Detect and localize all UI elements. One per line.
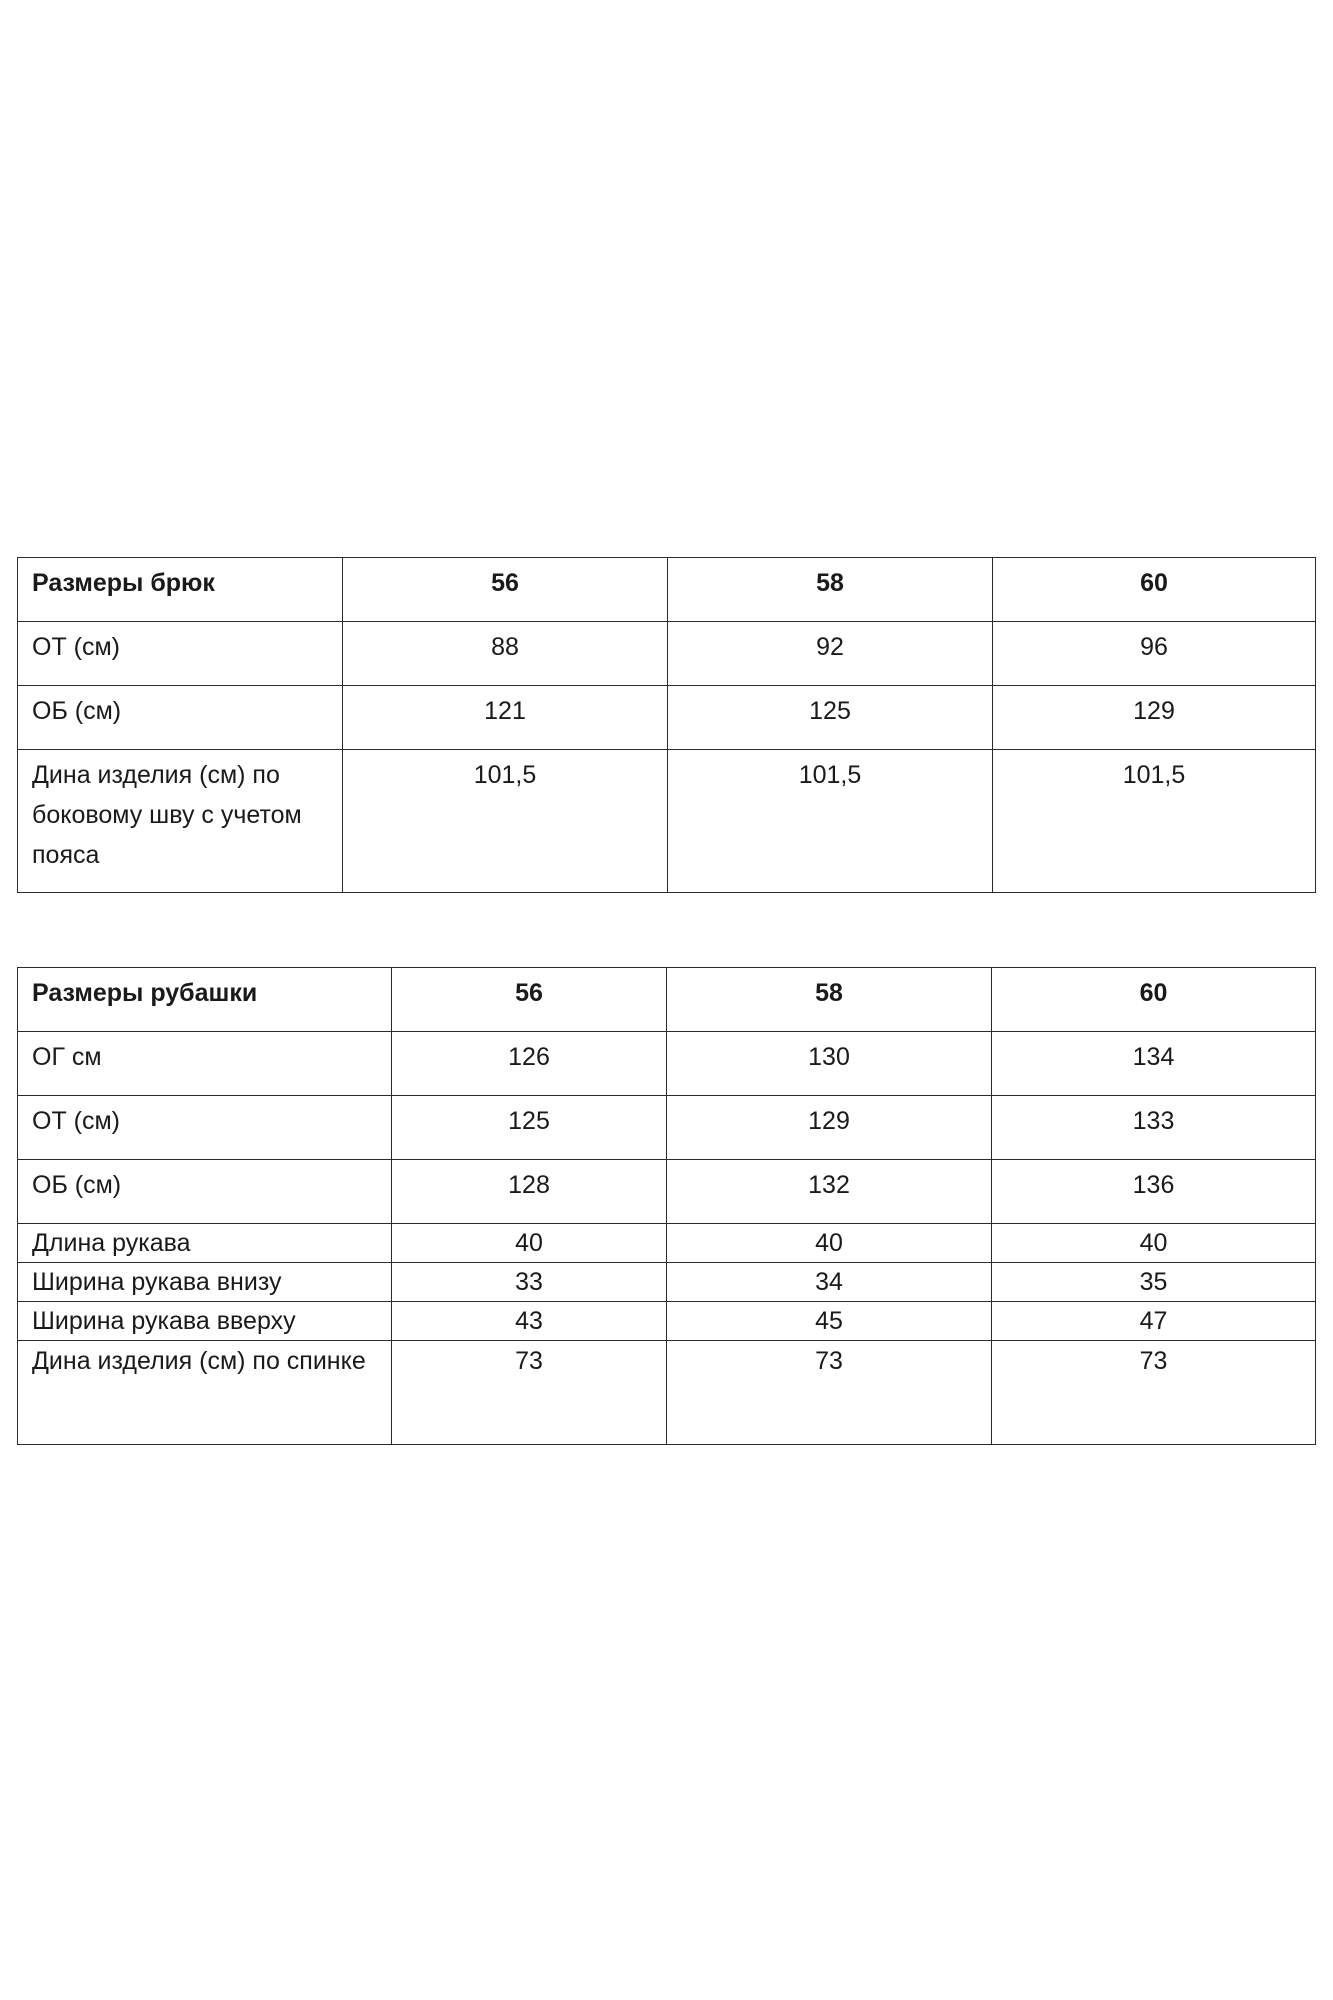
header-cell-label: Размеры брюк — [18, 558, 343, 622]
cell-value: 125 — [668, 686, 993, 750]
row-label: ОГ см — [18, 1032, 392, 1096]
cell-value: 101,5 — [343, 750, 668, 893]
header-cell-size-58: 58 — [667, 968, 992, 1032]
cell-value: 73 — [392, 1341, 667, 1445]
row-label: ОБ (см) — [18, 1160, 392, 1224]
cell-value: 136 — [992, 1160, 1316, 1224]
row-label: Ширина рукава внизу — [18, 1263, 392, 1302]
shirt-size-table — [17, 967, 1316, 1445]
row-label: ОТ (см) — [18, 622, 343, 686]
cell-value: 125 — [392, 1096, 667, 1160]
cell-value: 47 — [992, 1302, 1316, 1341]
cell-value: 88 — [343, 622, 668, 686]
header-cell-size-58: 58 — [668, 558, 993, 622]
cell-value: 35 — [992, 1263, 1316, 1302]
cell-value: 73 — [992, 1341, 1316, 1445]
cell-value: 40 — [392, 1224, 667, 1263]
row-label: Ширина рукава вверху — [18, 1302, 392, 1341]
cell-value: 134 — [992, 1032, 1316, 1096]
table-row — [18, 1032, 1316, 1096]
cell-value: 73 — [667, 1341, 992, 1445]
table-row — [18, 1341, 1316, 1445]
cell-value: 43 — [392, 1302, 667, 1341]
row-label: Дина изделия (см) по спинке — [18, 1341, 392, 1445]
row-label: Длина рукава — [18, 1224, 392, 1263]
header-cell-size-56: 56 — [343, 558, 668, 622]
header-cell-size-56: 56 — [392, 968, 667, 1032]
cell-value: 101,5 — [993, 750, 1316, 893]
cell-value: 34 — [667, 1263, 992, 1302]
cell-value: 92 — [668, 622, 993, 686]
cell-value: 121 — [343, 686, 668, 750]
cell-value: 129 — [667, 1096, 992, 1160]
table-row — [18, 1224, 1316, 1263]
cell-value: 40 — [667, 1224, 992, 1263]
table-header-row — [18, 558, 1316, 622]
cell-value: 130 — [667, 1032, 992, 1096]
table-row — [18, 686, 1316, 750]
header-cell-size-60: 60 — [993, 558, 1316, 622]
cell-value: 96 — [993, 622, 1316, 686]
table-row — [18, 1160, 1316, 1224]
row-label: ОБ (см) — [18, 686, 343, 750]
cell-value: 126 — [392, 1032, 667, 1096]
cell-value: 132 — [667, 1160, 992, 1224]
table-row — [18, 622, 1316, 686]
header-cell-size-60: 60 — [992, 968, 1316, 1032]
row-label: ОТ (см) — [18, 1096, 392, 1160]
pants-size-table — [17, 557, 1316, 893]
cell-value: 40 — [992, 1224, 1316, 1263]
cell-value: 133 — [992, 1096, 1316, 1160]
table-row — [18, 1096, 1316, 1160]
cell-value: 129 — [993, 686, 1316, 750]
table-row — [18, 1263, 1316, 1302]
table-header-row — [18, 968, 1316, 1032]
table-row — [18, 1302, 1316, 1341]
row-label: Дина изделия (см) по боковому шву с учетом пояса — [18, 750, 343, 893]
cell-value: 101,5 — [668, 750, 993, 893]
cell-value: 45 — [667, 1302, 992, 1341]
cell-value: 128 — [392, 1160, 667, 1224]
cell-value: 33 — [392, 1263, 667, 1302]
header-cell-label: Размеры рубашки — [18, 968, 392, 1032]
table-row — [18, 750, 1316, 893]
